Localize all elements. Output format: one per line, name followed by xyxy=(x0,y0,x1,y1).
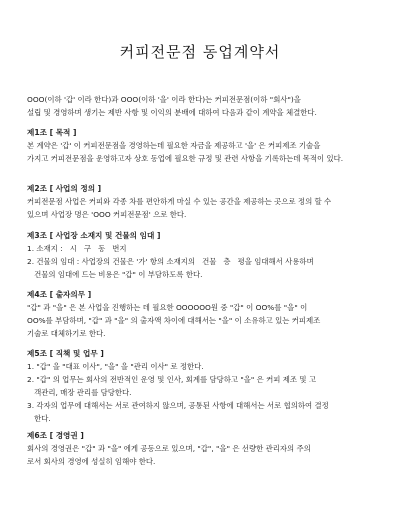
section-line: 본 계약은 '갑' 이 커피전문점을 경영하는데 필요한 자금을 제공하고 '을' 은 커피제조 기술을 xyxy=(27,141,321,150)
section-line: 있으며 사업장 명은 'OOO 커피전문점' 으로 한다. xyxy=(27,210,187,219)
intro-line: 설립 및 경영하며 생기는 제반 사항 및 이익의 분배에 대하여 다음과 같이 계약을 체결한다. xyxy=(27,108,317,117)
section-title: 제6조 [ 경영권 ] xyxy=(27,431,84,440)
section-article-4 xyxy=(27,288,378,340)
section-line: 한다. xyxy=(27,414,51,423)
section-line: 회사의 경영권은 "갑" 과 "을" 에게 공동으로 있으며, "갑", "을" 은 선량한 관리자의 주의 xyxy=(27,444,311,453)
section-line: 2. "갑" 의 업무는 회사의 전반적인 운영 및 인사, 회계를 담당하고 "을" 은 커피 제조 및 고 xyxy=(27,375,317,384)
section-article-3 xyxy=(27,229,378,281)
section-line: 로서 회사의 경영에 성실히 임해야 한다. xyxy=(27,457,156,466)
section-line: "갑" 과 "을" 은 본 사업을 진행하는 데 필요한 OOOOOO원 중 "갑" 이 OO%를 "을" 이 xyxy=(27,303,308,312)
section-line: 객관리, 매장 관리를 담당한다. xyxy=(27,388,132,397)
section-line: 가지고 커피전문점을 운영하고자 상호 동업에 필요한 규정 및 관련 사항을 기록하는데 목적이 있다. xyxy=(27,154,344,163)
section-title: 제1조 [ 목적 ] xyxy=(27,128,77,137)
section-line: 기술로 대체하기로 한다. xyxy=(27,329,106,338)
section-line: 3. 각자의 업무에 대해서는 서로 관여하지 않으며, 공통된 사항에 대해서는 서로 협의하여 결정 xyxy=(27,401,329,410)
section-article-2 xyxy=(27,182,378,221)
section-line: 커피전문점 사업은 커피와 각종 차를 편안하게 마실 수 있는 공간을 제공하는 곳으로 정의 할 수 xyxy=(27,197,332,206)
section-title: 제4조 [ 출자의무 ] xyxy=(27,290,92,299)
section-title: 제3조 [ 사업장 소재지 및 건물의 임대 ] xyxy=(27,231,161,240)
section-article-5 xyxy=(27,347,378,425)
section-line: 1. 소재지 : 시 구 동 번지 xyxy=(27,244,127,253)
section-line: 1. "갑" 을 "대표 이사", "을" 을 "관리 이사" 로 정한다. xyxy=(27,362,204,371)
section-line: 2. 건물의 임대 : 사업장의 건물은 '가' 항의 소재지의 건물 층 평을 임대해서 사용하며 xyxy=(27,257,314,266)
intro-paragraph xyxy=(27,93,378,119)
section-article-1 xyxy=(27,126,378,165)
document-title: 커피전문점 동업계약서 xyxy=(119,43,281,61)
section-title: 제5조 [ 직책 및 업무 ] xyxy=(27,349,104,358)
intro-line: OOO(이하 '갑' 이라 한다)과 OOO(이하 '을' 이라 한다)는 커피전문점(이하 "회사")을 xyxy=(27,95,301,104)
section-article-6 xyxy=(27,429,378,468)
section-line: OO%를 부담하며, "갑" 과 "을" 의 출자액 차이에 대해서는 "을" 이 소유하고 있는 커피제조 xyxy=(27,316,321,325)
section-title: 제2조 [ 사업의 정의 ] xyxy=(27,184,102,193)
section-line: 건물의 임대에 드는 비용은 "갑" 이 부담하도록 한다. xyxy=(27,270,203,279)
